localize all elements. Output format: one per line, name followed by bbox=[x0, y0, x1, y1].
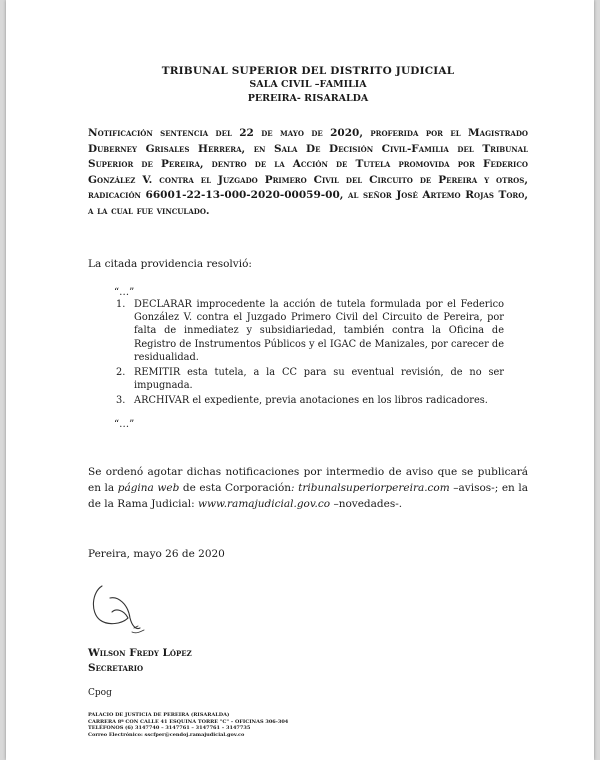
quote-open: “…” bbox=[114, 287, 135, 298]
item-text: DECLARAR improcedente la acción de tutela formulada por el Federico González V. contra el Juzgado Primero Civil del Circuito de Pereira, por falta de inmediatez y subsidiariedad, también contra la Oficina de Registro de Instrumentos Públicos y el IGAC de Manizales, por carecer de residualidad. bbox=[134, 299, 504, 363]
footer-address-1: PALACIO DE JUSTICIA DE PEREIRA (RISARALDA) bbox=[88, 712, 230, 718]
closing-pagina-web: página web bbox=[117, 482, 180, 494]
notification-intro: Notificación sentencia del 22 de mayo de 2020, proferida por el Magistrado Duberney Grisales Herrera, en Sala De Decisión Civil-Familia del Tribunal Superior de Pereira, dentro de la Acción de Tutela promovida por Federico González V. contra el Juzgado Primero Civil del Circuito de Pereira y otros, radicación 66001-22-13-000-2020-00059-00, al señor José Artemo Rojas Toro, a la cual fue vinculado. bbox=[88, 127, 528, 217]
resolution-item bbox=[116, 298, 504, 364]
footer-phones: TELÉFONOS (6) 3147740 – 3147761 – 3147761 – 3147735 bbox=[88, 725, 251, 731]
closing-part1: Se ordenó agotar dichas notificaciones por intermedio de aviso que se publicará en la bbox=[88, 466, 528, 494]
signer-title: Secretario bbox=[88, 662, 144, 674]
quote-close: “…” bbox=[114, 419, 135, 430]
document-header bbox=[88, 64, 528, 106]
resolution-item bbox=[116, 366, 504, 392]
transcriber-initials: Cpog bbox=[88, 688, 112, 698]
closing-site-tribunal: : tribunalsuperiorpereira.com bbox=[291, 482, 450, 494]
resolvio-label: La citada providencia resolvió: bbox=[88, 258, 252, 270]
closing-part2: de esta Corporación bbox=[179, 482, 292, 494]
item-number: 3. bbox=[116, 395, 126, 407]
resolution-item bbox=[116, 394, 504, 407]
item-text: REMITIR esta tutela, a la CC para su eventual revisión, de no ser impugnada. bbox=[134, 367, 504, 392]
item-number: 1. bbox=[116, 299, 126, 310]
document-page bbox=[6, 0, 594, 760]
header-sala: SALA CIVIL –FAMILIA bbox=[249, 79, 367, 90]
closing-site-rama: www.ramajudicial.gov.co bbox=[197, 498, 331, 510]
closing-paragraph bbox=[88, 464, 528, 512]
header-tribunal: TRIBUNAL SUPERIOR DEL DISTRITO JUDICIAL bbox=[161, 65, 455, 77]
signer-block bbox=[88, 646, 192, 676]
header-ciudad: PEREIRA- RISARALDA bbox=[247, 93, 369, 104]
dateline: Pereira, mayo 26 de 2020 bbox=[88, 548, 225, 560]
item-text: ARCHIVAR el expediente, previa anotaciones en los libros radicadores. bbox=[134, 395, 488, 407]
signature-image bbox=[88, 578, 158, 638]
footer-address-2: CARRERA 8ª CON CALLE 41 ESQUINA TORRE "C" – OFICINAS 306-304 bbox=[88, 718, 289, 725]
document-footer bbox=[88, 712, 388, 738]
closing-part4: –novedades-. bbox=[330, 498, 403, 510]
closing-part3: –avisos-; en la de la Rama Judicial: bbox=[88, 482, 528, 510]
resolution-list bbox=[88, 298, 504, 410]
item-number: 2. bbox=[116, 367, 126, 379]
footer-email: Correo Electrónico: sscfper@cendoj.ramajudicial.gov.co bbox=[88, 731, 245, 738]
signer-name: Wilson Fredy López bbox=[88, 647, 192, 659]
